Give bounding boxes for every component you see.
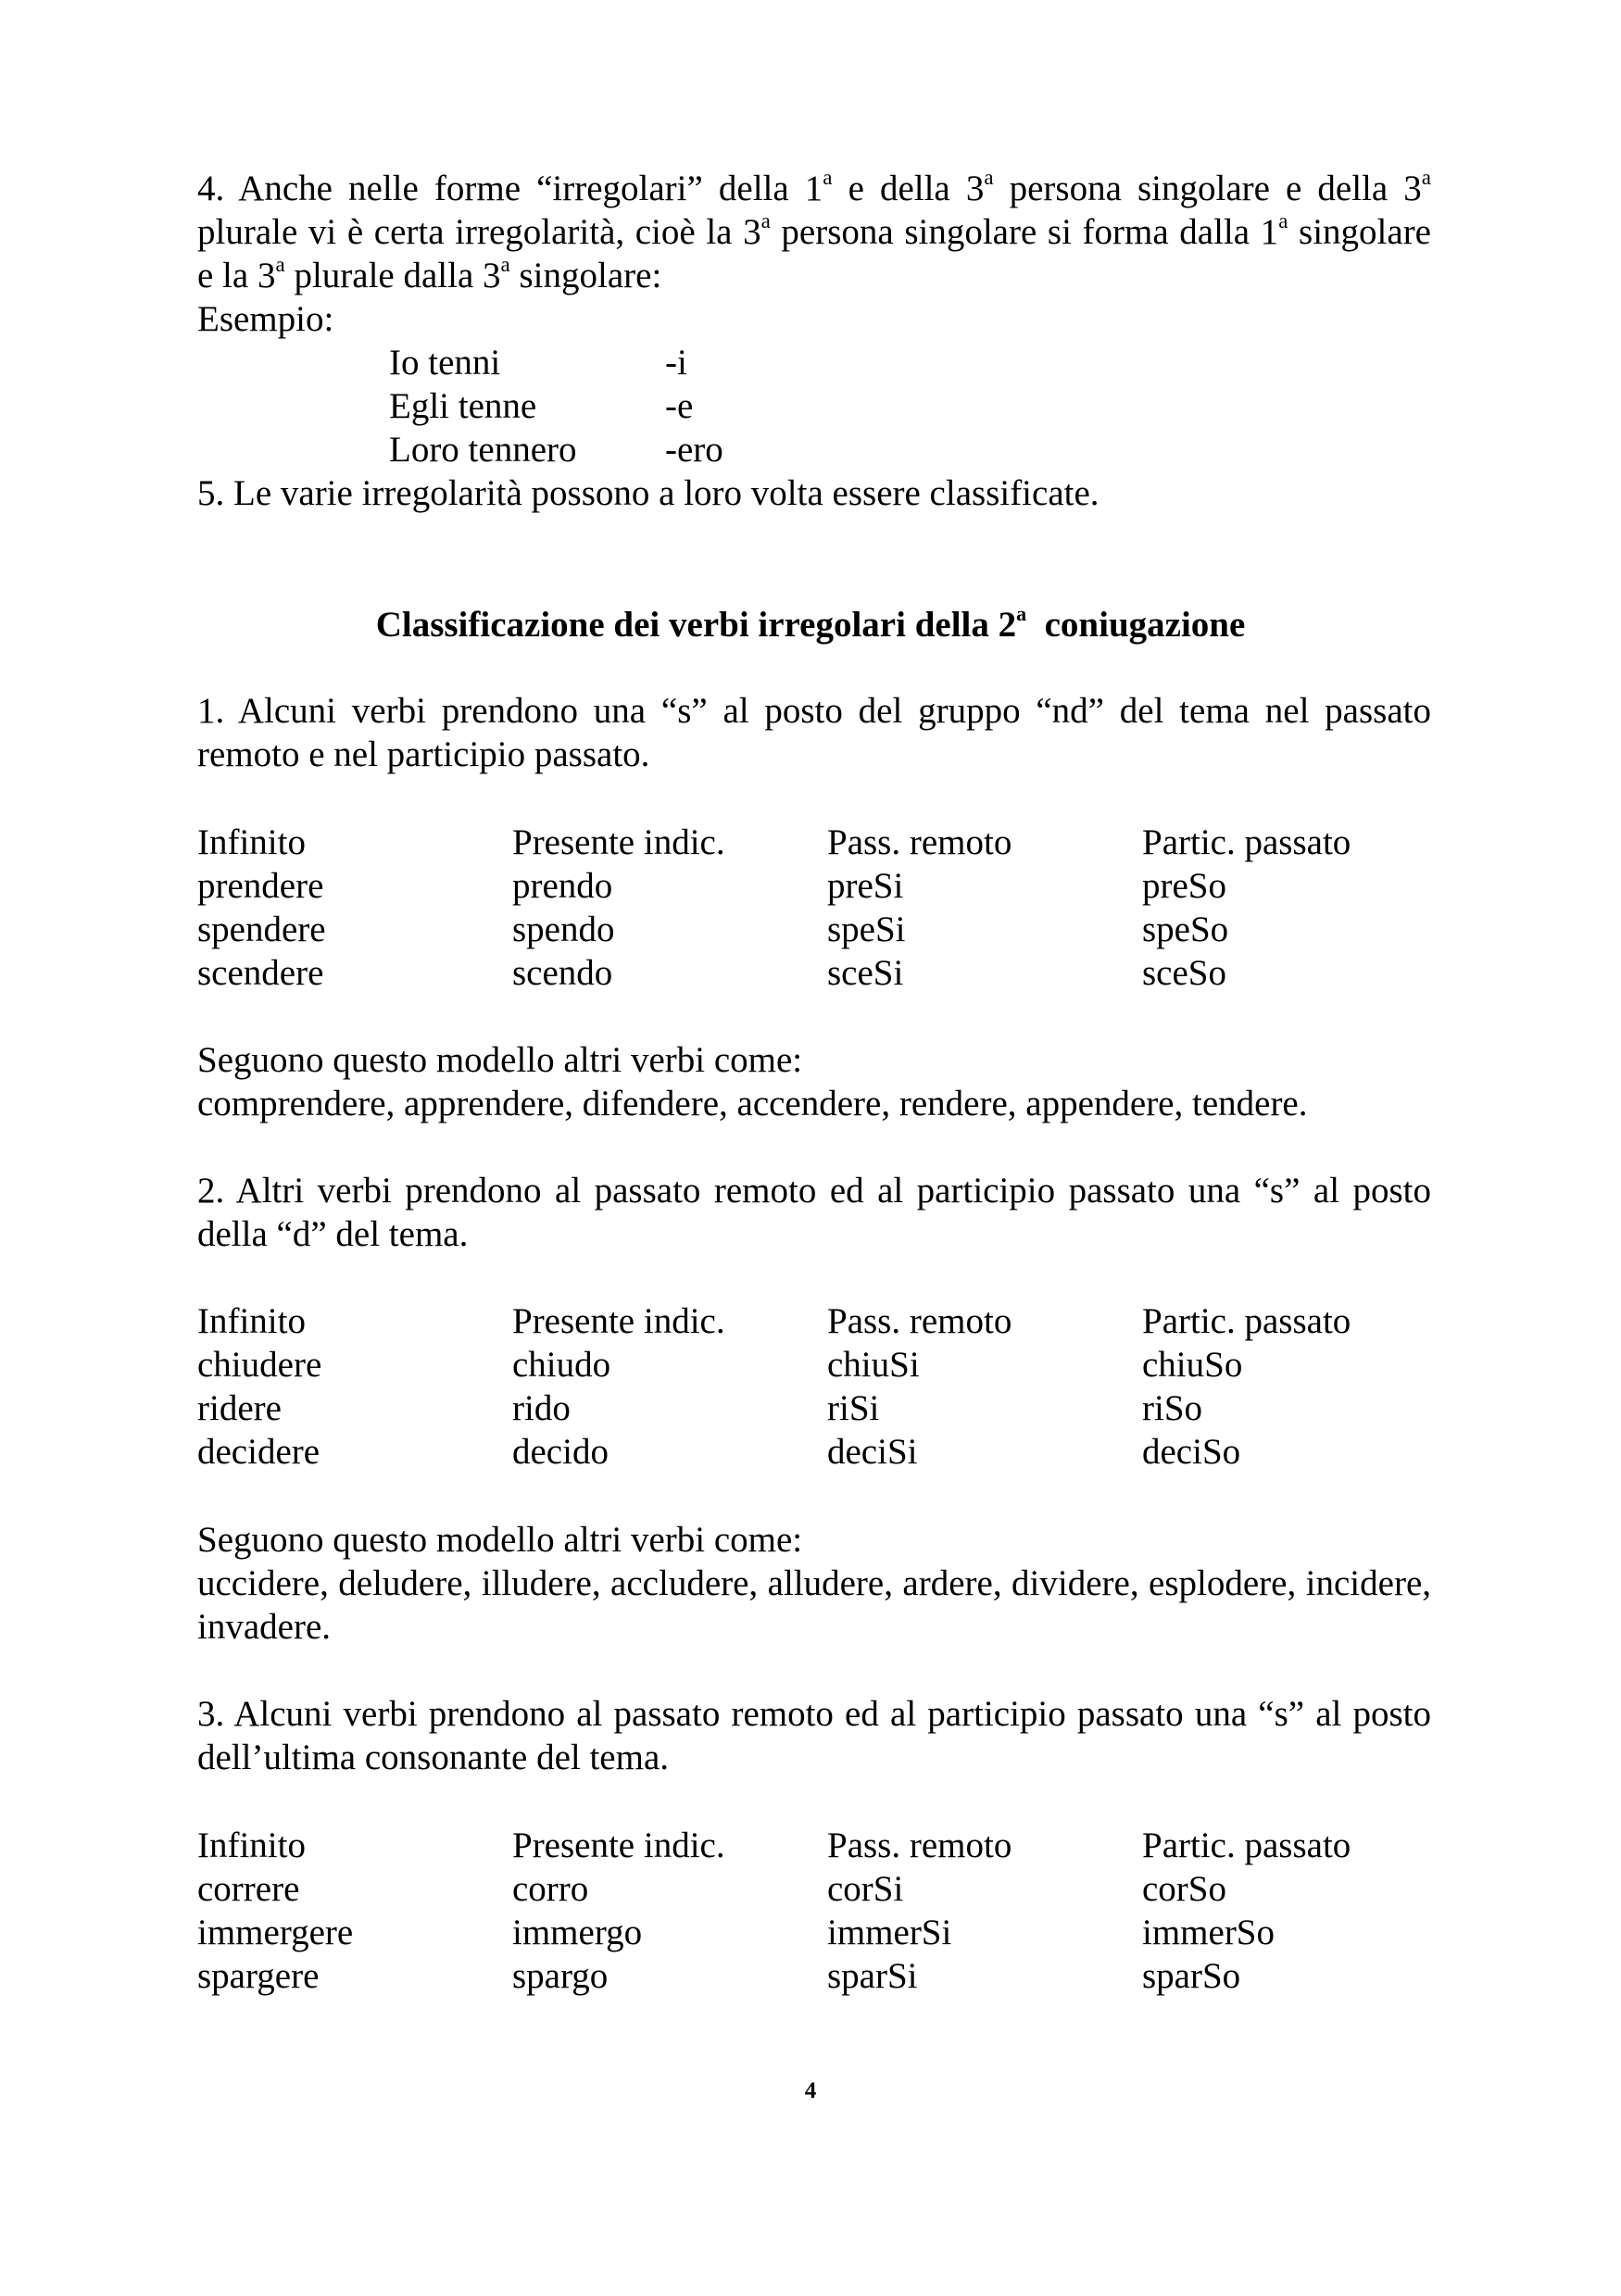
point-5-paragraph: 5. Le varie irregolarità possono a loro volta essere classificate.	[197, 473, 1100, 513]
column-header: Partic. passato	[1142, 1826, 1351, 1865]
table-cell: decido	[512, 1432, 609, 1472]
table-cell: spargere	[197, 1956, 320, 1996]
superscript: a	[1016, 602, 1027, 625]
group-3-intro: 3. Alcuni verbi prendono al passato remoto ed al participio passato una “s” al posto dell’ultima consonante del tema.	[197, 1694, 1431, 1777]
table-cell: riSo	[1142, 1388, 1203, 1428]
column-header: Infinito	[197, 1301, 306, 1341]
table-row	[197, 951, 1431, 995]
example-form: Io tenni	[389, 343, 501, 383]
table-cell: corSo	[1142, 1869, 1226, 1909]
group-2-intro: 2. Altri verbi prendono al passato remoto ed al participio passato una “s” al posto della “d” del tema.	[197, 1171, 1431, 1254]
page-number: 4	[804, 2078, 817, 2103]
table-cell: immergere	[197, 1913, 354, 1952]
column-header: Presente indic.	[512, 822, 725, 862]
table-cell: spargo	[512, 1956, 609, 1996]
table-cell: chiudo	[512, 1345, 611, 1385]
column-header: Infinito	[197, 822, 306, 862]
example-ending: -e	[665, 386, 694, 426]
table-cell: immergo	[512, 1913, 643, 1952]
column-header: Presente indic.	[512, 1301, 725, 1341]
superscript: a	[275, 253, 285, 276]
table-cell: preSi	[827, 866, 904, 906]
group-1-follow-list: comprendere, apprendere, difendere, accendere, rendere, appendere, tendere.	[197, 1084, 1308, 1123]
example-ending: -ero	[665, 430, 723, 470]
point-4-text: e della 3	[832, 169, 985, 208]
table-cell: sparSo	[1142, 1956, 1241, 1996]
table-cell: scendo	[512, 953, 613, 993]
group-1-follow-label: Seguono questo modello altri verbi come:	[197, 1040, 803, 1080]
table-cell: spendere	[197, 910, 326, 949]
table-row	[197, 1954, 1431, 1998]
table-row	[197, 1343, 1431, 1386]
table-header-row	[197, 1824, 1431, 1867]
point-4-text: plurale vi è certa irregolarità, cioè la 3	[197, 212, 761, 252]
table-cell: prendo	[512, 866, 613, 906]
group-2-follow-label: Seguono questo modello altri verbi come:	[197, 1520, 803, 1560]
column-header: Pass. remoto	[827, 822, 1012, 862]
example-form: Loro tennero	[389, 430, 577, 470]
table-header-row	[197, 1299, 1431, 1343]
table-cell: sceSo	[1142, 953, 1226, 993]
table-cell: correre	[197, 1869, 300, 1909]
table-cell: sceSi	[827, 953, 904, 993]
superscript: a	[984, 166, 994, 189]
example-ending: -i	[665, 343, 687, 383]
column-header: Partic. passato	[1142, 1301, 1351, 1341]
table-row	[197, 1911, 1431, 1954]
heading-text: coniugazione	[1026, 605, 1246, 645]
superscript: a	[1278, 209, 1288, 232]
example-row	[389, 341, 945, 384]
table-row	[197, 908, 1431, 951]
table-cell: speSo	[1142, 910, 1229, 949]
column-header: Pass. remoto	[827, 1301, 1012, 1341]
example-row	[389, 428, 945, 471]
table-cell: decidere	[197, 1432, 320, 1472]
table-header-row	[197, 821, 1431, 864]
table-cell: chiuSo	[1142, 1345, 1243, 1385]
table-cell: chiuSi	[827, 1345, 920, 1385]
group-2-follow-list: uccidere, deludere, illudere, accludere, alludere, ardere, dividere, esplodere, incidere, invadere.	[197, 1563, 1431, 1647]
superscript: a	[823, 166, 833, 189]
table-cell: deciSo	[1142, 1432, 1241, 1472]
table-row	[197, 1867, 1431, 1911]
table-cell: sparSi	[827, 1956, 918, 1996]
example-form: Egli tenne	[389, 386, 537, 426]
table-cell: prendere	[197, 866, 324, 906]
group-1-intro: 1. Alcuni verbi prendono una “s” al posto del gruppo “nd” del tema nel passato remoto e nel participio passato.	[197, 691, 1431, 774]
column-header: Infinito	[197, 1826, 306, 1865]
column-header: Partic. passato	[1142, 822, 1351, 862]
table-cell: scendere	[197, 953, 324, 993]
table-cell: rido	[512, 1388, 571, 1428]
section-heading	[0, 603, 1621, 646]
table-row	[197, 864, 1431, 908]
heading-text: Classificazione dei verbi irregolari della 2	[375, 605, 1017, 645]
point-4-text: 4. Anche nelle forme “irregolari” della 1	[197, 169, 823, 208]
table-cell: spendo	[512, 910, 615, 949]
table-cell: chiudere	[197, 1345, 322, 1385]
table-cell: riSi	[827, 1388, 880, 1428]
table-cell: corro	[512, 1869, 589, 1909]
superscript: a	[760, 209, 771, 232]
point-4-text: singolare e la 3	[197, 212, 1431, 295]
table-cell: corSi	[827, 1869, 904, 1909]
example-row	[389, 384, 945, 428]
table-row	[197, 1386, 1431, 1430]
column-header: Pass. remoto	[827, 1826, 1012, 1865]
table-cell: deciSi	[827, 1432, 918, 1472]
esempio-label: Esempio:	[197, 299, 334, 339]
point-4-text: persona singolare e della 3	[993, 169, 1422, 208]
table-row	[197, 1430, 1431, 1474]
superscript: a	[500, 253, 510, 276]
table-cell: immerSo	[1142, 1913, 1275, 1952]
point-4-text: persona singolare si forma dalla 1	[770, 212, 1279, 252]
point-4-text: singolare:	[509, 256, 662, 295]
table-cell: speSi	[827, 910, 906, 949]
table-cell: ridere	[197, 1388, 282, 1428]
point-4-paragraph	[197, 167, 1431, 297]
point-4-text: plurale dalla 3	[284, 256, 501, 295]
column-header: Presente indic.	[512, 1826, 725, 1865]
table-cell: preSo	[1142, 866, 1226, 906]
table-cell: immerSi	[827, 1913, 952, 1952]
superscript: a	[1421, 166, 1431, 189]
